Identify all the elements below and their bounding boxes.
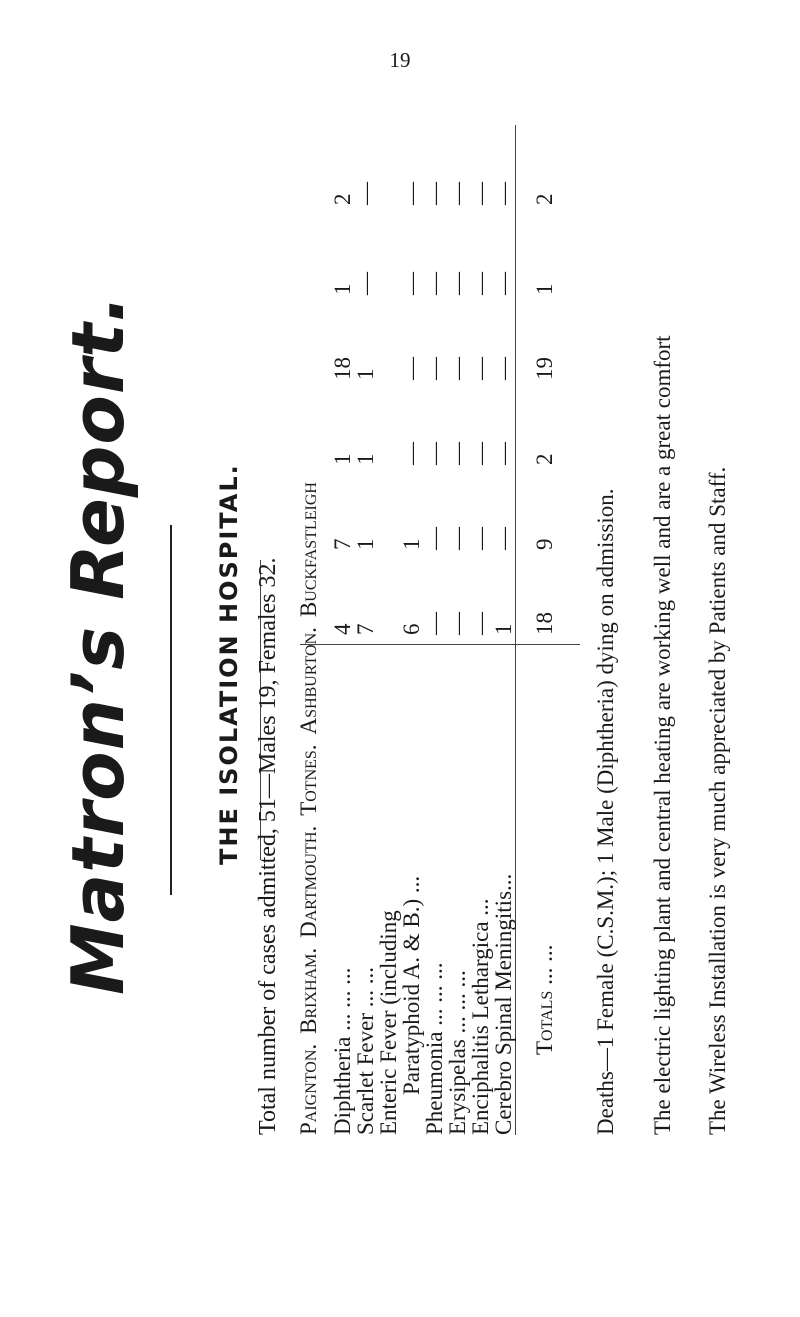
table-cell: —: [422, 357, 447, 380]
district-header: Ashburton.: [296, 627, 321, 735]
table-cell: 1: [353, 368, 378, 380]
page-number: 19: [389, 48, 411, 72]
total-cell: 2: [532, 193, 557, 205]
table-cell: 2: [330, 193, 355, 205]
table-cell: 7: [330, 538, 355, 550]
report-heading: Matron’s Report.: [56, 293, 140, 995]
district-header: Totnes.: [296, 744, 321, 816]
table-cell: 7: [353, 623, 378, 635]
table-cell: 6: [399, 623, 424, 635]
district-header-row: [296, 472, 322, 1135]
disease-label: Cerebro Spinal Meningitis...: [491, 873, 516, 1135]
disease-label: Enteric Fever (including: [376, 910, 401, 1135]
table-cell: 18: [330, 357, 355, 380]
table-cell: —: [353, 182, 378, 205]
disease-label: Enciphalitis Lethargica ...: [468, 898, 493, 1135]
table-cell: —: [399, 272, 424, 295]
total-cell: 18: [532, 612, 557, 635]
table-cell: —: [422, 272, 447, 295]
table-cell: —: [445, 527, 470, 550]
table-cell: —: [468, 272, 493, 295]
heading-rule-top: [170, 525, 172, 895]
table-cell: —: [399, 357, 424, 380]
table-cell: —: [468, 612, 493, 635]
disease-label: Diphtheria ... ... ...: [330, 967, 355, 1135]
district-header: Paignton.: [296, 1043, 321, 1135]
table-cell: 1: [330, 283, 355, 295]
table-cell: 1: [491, 623, 516, 635]
table-cell: —: [468, 527, 493, 550]
district-header: Buckfastleigh: [296, 482, 321, 618]
total-cell: 1: [532, 283, 557, 295]
table-cell: —: [399, 182, 424, 205]
table-cell: —: [422, 182, 447, 205]
total-cases-line: Total number of cases admitted, 51—Males 19, Females 32.: [255, 557, 281, 1135]
total-cell: 2: [532, 453, 557, 465]
disease-label: Erysipelas ... ... ...: [445, 970, 470, 1135]
table-cell: —: [353, 272, 378, 295]
district-header: Brixham.: [296, 947, 321, 1034]
table-cell: —: [445, 442, 470, 465]
disease-label: Scarlet Fever ... ...: [353, 967, 378, 1135]
table-cell: —: [422, 527, 447, 550]
total-cell: 19: [532, 357, 557, 380]
table-cell: 1: [399, 538, 424, 550]
table-cell: 1: [353, 453, 378, 465]
totals-label: Totals ... ...: [532, 944, 557, 1055]
table-cell: —: [445, 357, 470, 380]
table-cell: 1: [353, 538, 378, 550]
rotated-page-content: [0, 115, 800, 1245]
cases-table: [296, 125, 580, 1135]
table-cell: —: [491, 272, 516, 295]
table-cell: —: [422, 442, 447, 465]
table-cell: —: [468, 357, 493, 380]
table-cell: —: [491, 442, 516, 465]
table-divider-vertical: [300, 644, 580, 645]
table-cell: —: [468, 442, 493, 465]
table-cell: —: [491, 357, 516, 380]
table-cell: —: [468, 182, 493, 205]
table-cell: 1: [330, 453, 355, 465]
table-cell: —: [422, 612, 447, 635]
table-cell: —: [445, 182, 470, 205]
total-cell: 9: [532, 538, 557, 550]
table-cell: —: [399, 442, 424, 465]
disease-label: Paratyphoid A. & B.) ...: [399, 875, 424, 1095]
deaths-note: Deaths—1 Female (C.S.M.); 1 Male (Diphtheria) dying on admission.: [593, 488, 618, 1135]
district-header: Dartmouth.: [296, 825, 321, 938]
table-cell: —: [491, 527, 516, 550]
wireless-note: The Wireless Installation is very much appreciated by Patients and Staff.: [705, 466, 730, 1135]
hospital-title: THE ISOLATION HOSPITAL.: [215, 463, 243, 865]
lighting-note: The electric lighting plant and central heating are working well and are a great comfort: [650, 335, 675, 1135]
table-cell: —: [491, 182, 516, 205]
table-cell: —: [445, 612, 470, 635]
table-cell: 4: [330, 623, 355, 635]
disease-label: Pheumonia ... ... ...: [422, 962, 447, 1135]
table-cell: —: [445, 272, 470, 295]
